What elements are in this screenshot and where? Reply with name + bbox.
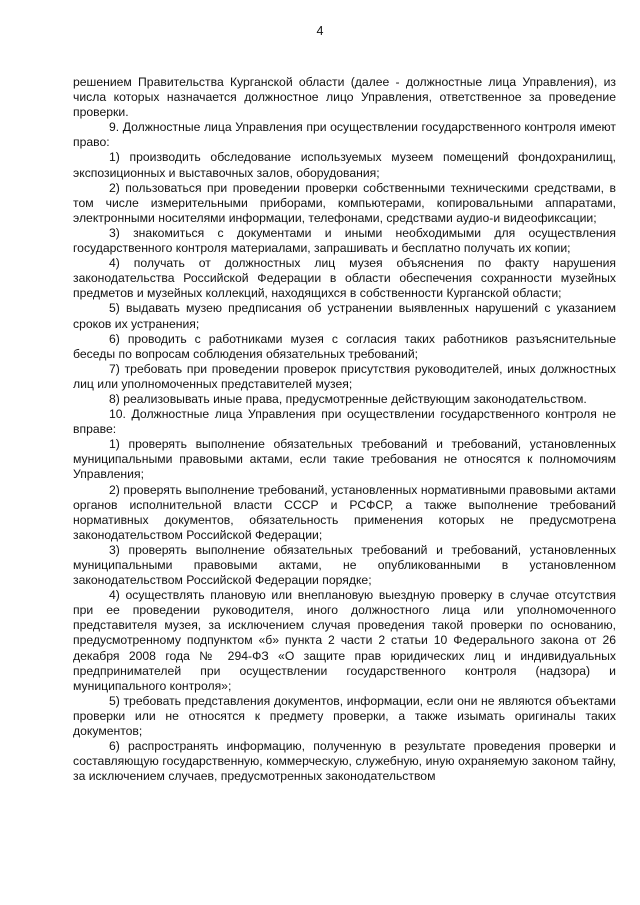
paragraph: 5) требовать представления документов, информации, если они не являются объектами проверки или не относятся к предмету проверки, а также изымать оригиналы таких документов; bbox=[73, 693, 616, 739]
paragraph: 2) проверять выполнение требований, установленных нормативными правовыми актами органов исполнительной власти СССР и РСФСР, а также выполнение требований нормативных документов, обязательность применения которых не предусмотрена законодательством Российской Федерации; bbox=[73, 482, 616, 542]
paragraph: 3) знакомиться с документами и иными необходимыми для осуществления государственного контроля материалами, запрашивать и бесплатно получать их копии; bbox=[73, 225, 616, 256]
document-body bbox=[73, 75, 616, 784]
paragraph: 3) проверять выполнение обязательных требований и требований, установленных муниципальными правовыми актами, не опубликованными в установленном законодательством Российской Федерации порядке; bbox=[73, 542, 616, 588]
paragraph: 4) получать от должностных лиц музея объяснения по факту нарушения законодательства Российской Федерации в области обеспечения сохранности музейных предметов и музейных коллекций, находящихся в собственности Курганской области; bbox=[73, 256, 616, 301]
paragraph: 5) выдавать музею предписания об устранении выявленных нарушений с указанием сроков их устранения; bbox=[73, 301, 616, 331]
paragraph: 7) требовать при проведении проверок присутствия руководителей, иных должностных лиц или уполномоченных представителей музея; bbox=[73, 361, 616, 391]
paragraph: 1) производить обследование используемых музеем помещений фондохранилищ, экспозиционных и выставочных залов, оборудования; bbox=[73, 150, 616, 180]
paragraph: 2) пользоваться при проведении проверки собственными техническими средствами, в том числе измерительными приборами, компьютерами, копировальными аппаратами, электронными носителями информации, телефонами, средствами аудио-и видеофиксации; bbox=[73, 180, 616, 225]
paragraph: 6) распространять информацию, полученную в результате проведения проверки и составляющую государственную, коммерческую, служебную, иную охраняемую законом тайну, за исключением случаев, предусмотренных законодательством bbox=[73, 739, 616, 784]
page-number: 4 bbox=[316, 24, 324, 38]
paragraph: 8) реализовывать иные права, предусмотренные действующим законодательством. bbox=[109, 391, 587, 406]
paragraph: решением Правительства Курганской области (далее - должностные лица Управления), из числа которых назначается должностное лицо Управления, ответственное за проведение проверки. bbox=[73, 75, 616, 120]
paragraph: 4) осуществлять плановую или внеплановую выездную проверку в случае отсутствия при ее проведении руководителя, иного должностного лица или уполномоченного представителя музея, за исключением случая проведения такой проверки по основанию, предусмотренному подпунктом «б» пункта 2 части 2 статьи 10 Федерального закона от 26 декабря 2008 года № 294-ФЗ «О защите прав юридических лиц и индивидуальных предпринимателей при осуществлении государственного контроля (надзора) и муниципального контроля»; bbox=[73, 588, 616, 693]
paragraph: 10. Должностные лица Управления при осуществлении государственного контроля не вправе: bbox=[73, 407, 616, 437]
paragraph: 1) проверять выполнение обязательных требований и требований, установленных муниципальными правовыми актами, если такие требования не относятся к полномочиям Управления; bbox=[73, 437, 616, 482]
paragraph: 6) проводить с работниками музея с согласия таких работников разъяснительные беседы по вопросам соблюдения обязательных требований; bbox=[73, 331, 616, 361]
paragraph: 9. Должностные лица Управления при осуществлении государственного контроля имеют право: bbox=[73, 120, 616, 150]
